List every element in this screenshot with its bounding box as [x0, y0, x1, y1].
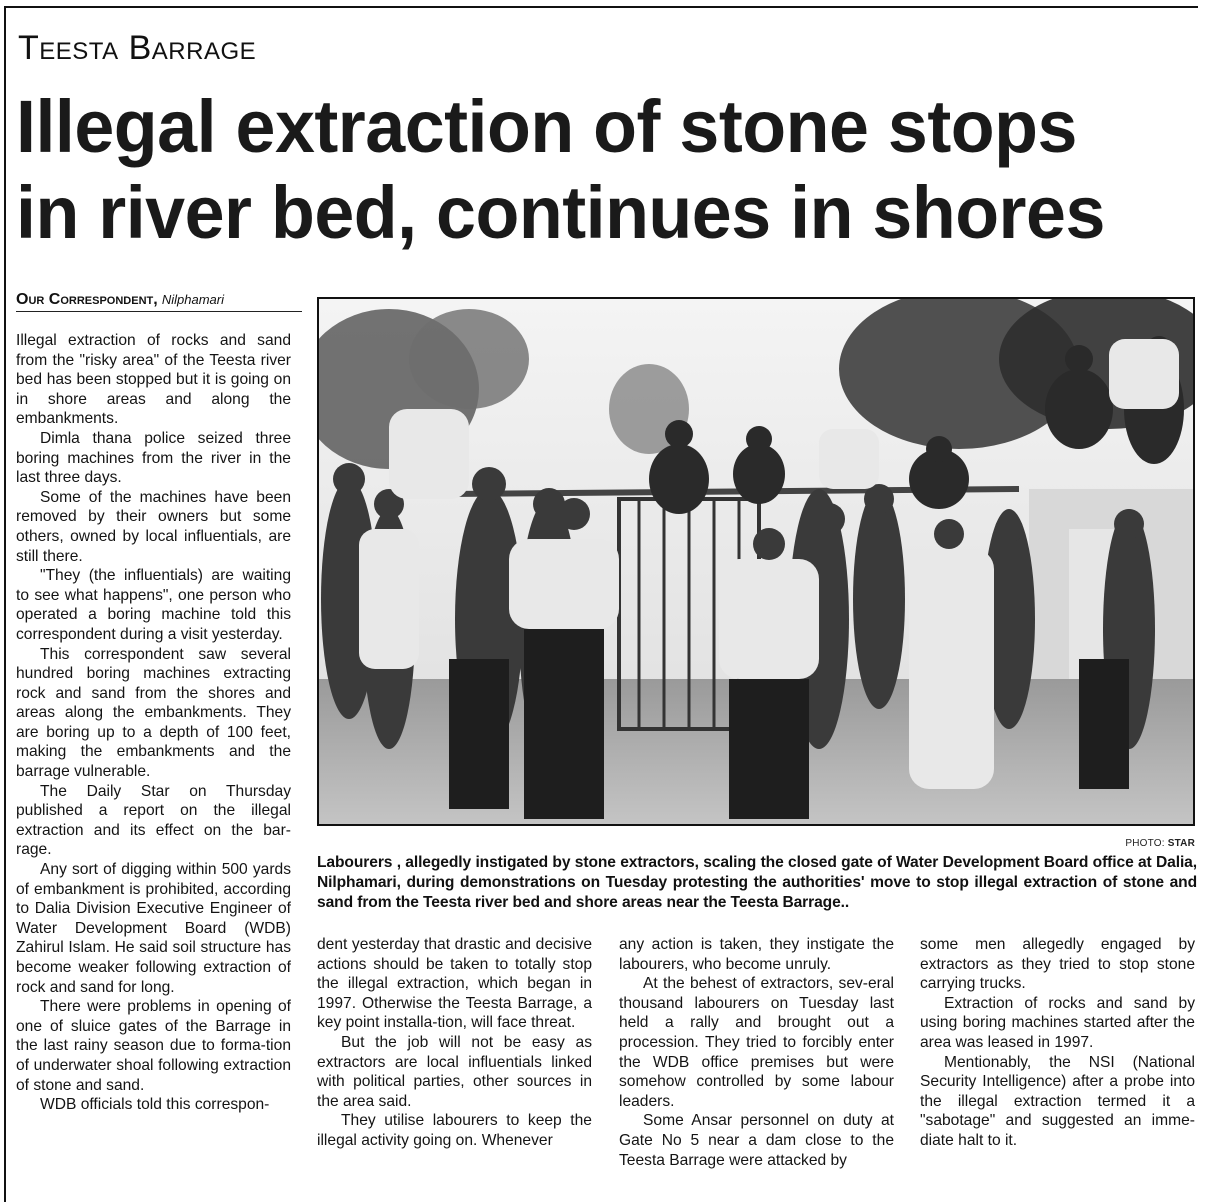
paragraph: Extraction of rocks and sand by using boring machines started after the area was leased in 1997.	[920, 994, 1195, 1051]
paragraph: This correspondent saw several hundred boring machines extracting rock and sand from the shores and areas along the embankments. They are boring up to a depth of 100 feet, making the embankments and the barrage vulnerable.	[16, 645, 291, 781]
left-column-rule	[4, 6, 6, 1202]
paragraph: Illegal extraction of rocks and sand from the "risky area" of the Teesta river bed has been stopped but it is going on in shore areas and along the embankments.	[16, 332, 291, 428]
byline-rule	[16, 311, 302, 312]
body-column-4	[920, 935, 1195, 1151]
paragraph: some men allegedly engaged by extractors as they tried to stop stone carrying trucks.	[920, 936, 1195, 993]
body-column-1	[16, 331, 291, 1115]
paragraph: There were problems in opening of one of sluice gates of the Barrage in the last rainy season due to forma-tion of underwater shoal following extraction of stone and sand.	[16, 998, 291, 1094]
paragraph: WDB officials told this correspon-	[40, 1096, 270, 1114]
byline	[16, 291, 224, 309]
paragraph: The Daily Star on Thursday published a report on the illegal extraction and its effect on the bar-rage.	[16, 782, 291, 859]
photo-credit	[1125, 838, 1195, 849]
headline	[16, 84, 1180, 256]
paragraph: But the job will not be easy as extractors are local influentials linked with political parties, other sources in the area said.	[317, 1033, 592, 1110]
body-column-2	[317, 935, 592, 1151]
photo-credit-source: STAR	[1167, 838, 1195, 849]
byline-location: Nilphamari	[161, 292, 224, 307]
paragraph: Any sort of digging within 500 yards of embankment is prohibited, according to Dalia Division Executive Engineer of Water Development Board (WDB) Zahirul Islam. He said soil structure has become weaker following extraction of rock and sand for long.	[16, 861, 291, 996]
news-photo	[317, 297, 1195, 826]
headline-line-1: Illegal extraction of stone stops	[16, 85, 1077, 168]
body-column-3	[619, 935, 894, 1170]
paragraph: any action is taken, they instigate the labourers, who become unruly.	[619, 936, 894, 973]
paragraph: They utilise labourers to keep the illegal activity going on. Whenever	[317, 1112, 592, 1149]
paragraph: Mentionably, the NSI (National Security Intelligence) after a probe into the illegal extraction termed it a "sabotage" and suggested an imme-diate halt to it.	[920, 1053, 1195, 1149]
paragraph: At the behest of extractors, sev-eral thousand labourers on Tuesday last held a rally and brought out a procession. They tried to forcibly enter the WDB office premises but were somehow controlled by some labour leaders.	[619, 975, 894, 1110]
paragraph: Some Ansar personnel on duty at Gate No 5 near a dam close to the Teesta Barrage were attacked by	[619, 1112, 894, 1169]
paragraph: dent yesterday that drastic and decisive actions should be taken to totally stop the illegal extraction, which began in 1997. Otherwise the Teesta Barrage, a key point installa-tion, will face threat.	[317, 936, 592, 1032]
protest-gate-photo	[319, 299, 1193, 824]
paragraph: Dimla thana police seized three boring machines from the river in the last three days.	[16, 429, 291, 487]
section-kicker: Teesta Barrage	[18, 29, 257, 67]
byline-author: Our Correspondent,	[16, 291, 158, 308]
paragraph: "They (the influentials) are waiting to see what happens", one person who operated a boring machine told this correspondent during a visit yesterday.	[16, 567, 291, 643]
top-rule	[6, 6, 1198, 8]
paragraph: Some of the machines have been removed by their owners but some others, owned by local influentials, are still there.	[16, 488, 291, 565]
photo-caption: Labourers , allegedly instigated by stone extractors, scaling the closed gate of Water Development Board office at Dalia, Nilphamari, during demonstrations on Tuesday protesting the authorities' move to stop illegal extraction of stone and sand from the Teesta river bed and shore areas near the Teesta Barrage..	[317, 854, 1197, 911]
photo-credit-label: PHOTO:	[1125, 838, 1165, 849]
headline-line-2: in river bed, continues in shores	[16, 171, 1105, 254]
